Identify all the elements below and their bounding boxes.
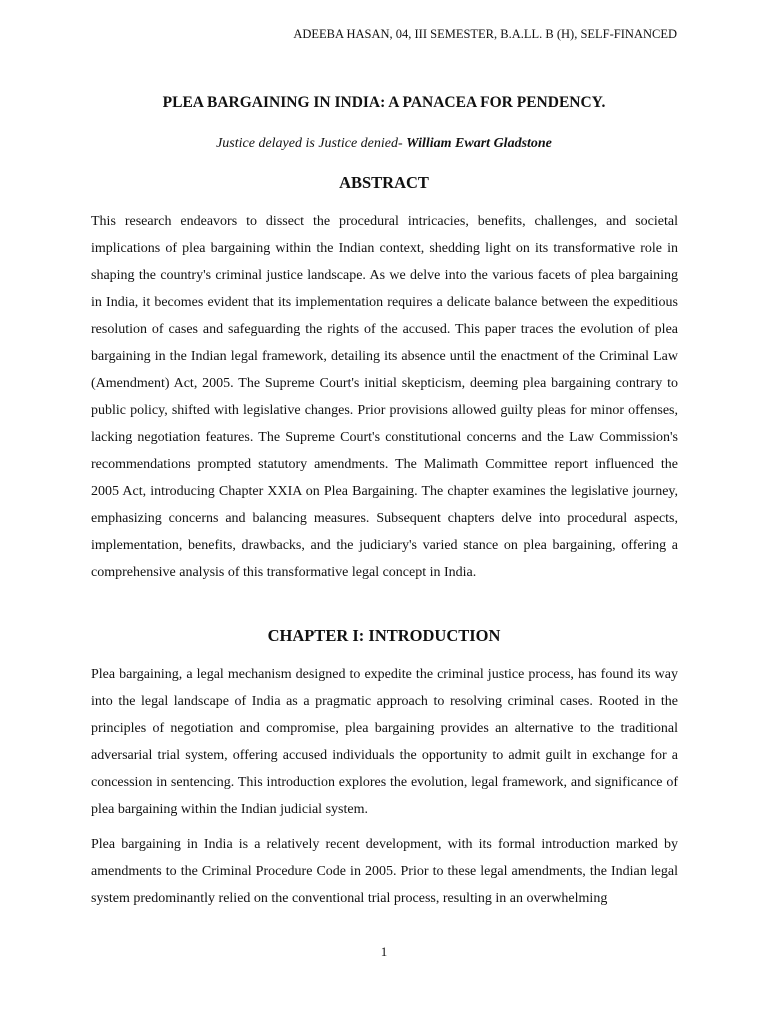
epigraph	[0, 136, 768, 152]
document-title: PLEA BARGAINING IN INDIA: A PANACEA FOR PENDENCY.	[162, 94, 606, 111]
abstract-heading: ABSTRACT	[339, 173, 429, 192]
epigraph-author: William Ewart Gladstone	[406, 136, 552, 151]
abstract-paragraph: This research endeavors to dissect the procedural intricacies, benefits, challenges, and societal implications of plea bargaining within the Indian context, shedding light on its transformative role in shaping the country's criminal justice landscape. As we delve into the various facets of plea bargaining in India, it becomes evident that its implementation requires a delicate balance between the expeditious resolution of cases and safeguarding the rights of the accused. This paper traces the evolution of plea bargaining in the Indian legal framework, detailing its absence until the enactment of the Criminal Law (Amendment) Act, 2005. The Supreme Court's initial skepticism, deeming plea bargaining contrary to public policy, shifted with legislative changes. Prior provisions allowed guilty pleas for minor offenses, lacking negotiation features. The Supreme Court's constitutional concerns and the Law Commission's recommendations prompted statutory amendments. The Malimath Committee report influenced the 2005 Act, introducing Chapter XXIA on Plea Bargaining. The chapter examines the legislative journey, emphasizing concerns and balancing measures. Subsequent chapters delve into procedural aspects, implementation, benefits, drawbacks, and the judiciary's varied stance on plea bargaining, offering a comprehensive analysis of this transformative legal concept in India.	[91, 214, 678, 580]
epigraph-quote: Justice delayed is Justice denied-	[216, 136, 407, 151]
running-header: ADEEBA HASAN, 04, III SEMESTER, B.A.LL. B (H), SELF-FINANCED	[293, 27, 677, 41]
page-number: 1	[380, 944, 388, 959]
chapter-heading: CHAPTER I: INTRODUCTION	[267, 626, 501, 645]
intro-paragraph-1: Plea bargaining, a legal mechanism designed to expedite the criminal justice process, has found its way into the legal landscape of India as a pragmatic approach to resolving criminal cases. Rooted in the principles of negotiation and compromise, plea bargaining provides an alternative to the traditional adversarial trial system, offering accused individuals the opportunity to admit guilt in exchange for a concession in sentencing. This introduction explores the evolution, legal framework, and significance of plea bargaining within the Indian judicial system.	[91, 667, 678, 817]
intro-paragraph-2: Plea bargaining in India is a relatively recent development, with its formal introduction marked by amendments to the Criminal Procedure Code in 2005. Prior to these legal amendments, the Indian legal system predominantly relied on the conventional trial process, resulting in an overwhelming	[91, 837, 678, 906]
